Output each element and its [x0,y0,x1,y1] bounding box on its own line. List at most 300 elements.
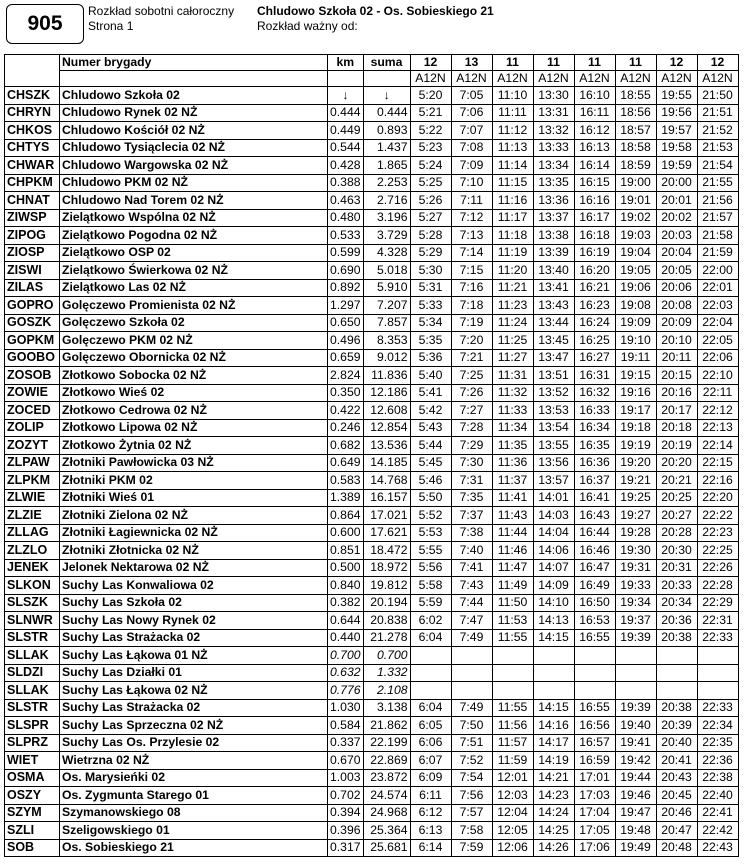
departure-time: 21:57 [697,209,738,227]
departure-time: 20:15 [656,367,697,385]
stop-code: SLKON [5,577,60,595]
sum-value: 5.910 [363,279,410,297]
km-value: 0.396 [328,822,364,840]
stop-code: CHNAT [5,192,60,210]
km-value: 1.030 [328,699,364,717]
sum-value: 12.608 [363,402,410,420]
departure-time: 14:09 [533,577,574,595]
departure-time: 19:03 [615,227,656,245]
km-value: 0.422 [328,402,364,420]
table-row [5,559,739,577]
km-value: 0.700 [328,647,364,665]
departure-time: 20:10 [656,332,697,350]
stop-name: Suchy Las Nowy Rynek 02 [60,612,328,630]
km-value: 0.246 [328,419,364,437]
departure-time: 22:43 [697,839,738,857]
departure-time: 7:59 [451,839,492,857]
header-brigade-number: 13 [451,55,492,71]
departure-time: 22:06 [697,349,738,367]
departure-time [697,682,738,700]
departure-time: 22:22 [697,507,738,525]
departure-time: 22:36 [697,752,738,770]
sum-value: 14.768 [363,472,410,490]
sum-value: 25.364 [363,822,410,840]
header-variant: A12N [615,71,656,87]
departure-time: 11:32 [492,384,533,402]
table-row [5,87,739,105]
departure-time: 11:15 [492,174,533,192]
table-row [5,139,739,157]
departure-time: 7:47 [451,612,492,630]
departure-time: 7:13 [451,227,492,245]
stop-code: ZLPAW [5,454,60,472]
departure-time: 11:16 [492,192,533,210]
departure-time: 11:55 [492,629,533,647]
departure-time: 19:46 [615,787,656,805]
km-value: 0.350 [328,384,364,402]
departure-time: 14:07 [533,559,574,577]
departure-time: 5:53 [410,524,451,542]
departure-time: 20:28 [656,524,697,542]
km-value: 0.599 [328,244,364,262]
departure-time: 16:47 [574,559,615,577]
departure-time: 13:55 [533,437,574,455]
stop-code: ZLPKM [5,472,60,490]
departure-time: 19:39 [615,699,656,717]
departure-time: 16:23 [574,297,615,315]
departure-time: 16:18 [574,227,615,245]
departure-time: 16:12 [574,122,615,140]
departure-time: 13:31 [533,104,574,122]
departure-time: 16:16 [574,192,615,210]
table-row [5,279,739,297]
table-row [5,612,739,630]
km-value: 1.297 [328,297,364,315]
route-number: 905 [6,4,84,44]
table-row [5,542,739,560]
departure-time: 16:44 [574,524,615,542]
valid-from: Rozkład ważny od: [257,19,358,33]
departure-time: 7:08 [451,139,492,157]
sum-value: 8.353 [363,332,410,350]
departure-time: 11:55 [492,699,533,717]
departure-time: 20:45 [656,787,697,805]
departure-time [615,647,656,665]
departure-time: 19:47 [615,804,656,822]
departure-time: 14:10 [533,594,574,612]
header-brigade-number: 12 [697,55,738,71]
departure-time: 20:36 [656,612,697,630]
stop-code: CHTYS [5,139,60,157]
departure-time [574,682,615,700]
departure-time: 22:28 [697,577,738,595]
departure-time: 22:12 [697,402,738,420]
stop-code: ZLLAG [5,524,60,542]
departure-time: 7:38 [451,524,492,542]
departure-time: 19:11 [615,349,656,367]
sum-value: 19.812 [363,577,410,595]
table-row [5,349,739,367]
departure-time: 11:31 [492,367,533,385]
departure-time: 13:52 [533,384,574,402]
km-value: 0.690 [328,262,364,280]
departure-time: 5:33 [410,297,451,315]
stop-name: Zielątkowo Pogodna 02 NŻ [60,227,328,245]
stop-code: SOB [5,839,60,857]
sum-value: 0.893 [363,122,410,140]
departure-time: 11:57 [492,734,533,752]
departure-time: 20:27 [656,507,697,525]
departure-time: 16:55 [574,699,615,717]
sum-value: 21.862 [363,717,410,735]
sum-value: 7.857 [363,314,410,332]
departure-time: 13:35 [533,174,574,192]
km-value: 0.632 [328,664,364,682]
departure-time: 13:36 [533,192,574,210]
table-row [5,157,739,175]
departure-time: 13:43 [533,297,574,315]
departure-time: 5:58 [410,577,451,595]
stop-name: Wietrzna 02 NŻ [60,752,328,770]
departure-time: 22:20 [697,489,738,507]
sum-value: 16.157 [363,489,410,507]
departure-time: 19:56 [656,104,697,122]
departure-time: 14:21 [533,769,574,787]
departure-time: 14:25 [533,822,574,840]
departure-time: 11:19 [492,244,533,262]
departure-time: 7:20 [451,332,492,350]
departure-time: 16:53 [574,612,615,630]
departure-time: 11:36 [492,454,533,472]
stop-name: Golęczewo Obornicka 02 NŻ [60,349,328,367]
departure-time: 16:41 [574,489,615,507]
departure-time: 20:03 [656,227,697,245]
km-value: 0.776 [328,682,364,700]
sum-value: 20.194 [363,594,410,612]
km-value: 0.682 [328,437,364,455]
departure-time: 19:04 [615,244,656,262]
header-variant: A12N [492,71,533,87]
departure-time: 19:00 [615,174,656,192]
sum-value: 9.012 [363,349,410,367]
departure-time: 11:10 [492,87,533,105]
departure-time: 13:38 [533,227,574,245]
sum-value: 24.574 [363,787,410,805]
table-row [5,192,739,210]
departure-time: 16:20 [574,262,615,280]
departure-time [492,664,533,682]
departure-time: 7:29 [451,437,492,455]
departure-time [410,682,451,700]
stop-code: ZOZYT [5,437,60,455]
table-row [5,367,739,385]
stop-code: SZYM [5,804,60,822]
stop-code: ZOCED [5,402,60,420]
departure-time: 22:33 [697,699,738,717]
departure-time: 16:50 [574,594,615,612]
departure-time: 7:06 [451,104,492,122]
table-row [5,839,739,857]
departure-time: 7:14 [451,244,492,262]
departure-time: 20:18 [656,419,697,437]
table-row [5,297,739,315]
table-row [5,402,739,420]
departure-time: 20:46 [656,804,697,822]
table-row [5,489,739,507]
stop-code: ZLZLO [5,542,60,560]
departure-time: 21:53 [697,139,738,157]
departure-time: 6:11 [410,787,451,805]
sum-value: 4.328 [363,244,410,262]
departure-time: 16:55 [574,629,615,647]
stop-name: Chludowo Kościół 02 NŻ [60,122,328,140]
stop-name: Chludowo Tysiąclecia 02 NŻ [60,139,328,157]
departure-time: 5:26 [410,192,451,210]
departure-time: 5:52 [410,507,451,525]
departure-time: 7:40 [451,542,492,560]
departure-time: 22:23 [697,524,738,542]
departure-time: 22:14 [697,437,738,455]
stop-code: SLSTR [5,699,60,717]
departure-time: 11:21 [492,279,533,297]
departure-time: 6:04 [410,629,451,647]
departure-time: 19:41 [615,734,656,752]
stop-code: SLLAK [5,682,60,700]
departure-time: 19:18 [615,419,656,437]
km-value: 0.840 [328,577,364,595]
departure-time: 7:21 [451,349,492,367]
departure-time: 19:49 [615,839,656,857]
departure-time: 13:39 [533,244,574,262]
sum-value: 5.018 [363,262,410,280]
stop-code: SLNWR [5,612,60,630]
departure-time: 16:35 [574,437,615,455]
km-start-arrow-icon: ↓ [328,87,364,105]
km-value: 0.480 [328,209,364,227]
table-row [5,647,739,665]
header-brigade: Numer brygady [60,55,328,71]
departure-time: 19:21 [615,472,656,490]
departure-time: 14:15 [533,699,574,717]
departure-time: 13:30 [533,87,574,105]
stop-code: OSMA [5,769,60,787]
departure-time: 5:31 [410,279,451,297]
sum-value: 2.716 [363,192,410,210]
departure-time: 20:20 [656,454,697,472]
departure-time: 5:46 [410,472,451,490]
departure-time: 16:36 [574,454,615,472]
departure-time: 19:34 [615,594,656,612]
departure-time: 22:41 [697,804,738,822]
km-value: 0.500 [328,559,364,577]
departure-time: 7:15 [451,262,492,280]
table-row [5,332,739,350]
departure-time: 21:58 [697,227,738,245]
table-row [5,524,739,542]
departure-time: 19:39 [615,629,656,647]
departure-time: 14:13 [533,612,574,630]
departure-time: 11:41 [492,489,533,507]
departure-time: 21:51 [697,104,738,122]
departure-time: 19:20 [615,454,656,472]
departure-time: 11:12 [492,122,533,140]
km-value: 0.583 [328,472,364,490]
departure-time: 7:49 [451,699,492,717]
departure-time: 16:33 [574,402,615,420]
sum-value: 11.836 [363,367,410,385]
departure-time: 16:32 [574,384,615,402]
km-value: 0.659 [328,349,364,367]
stop-code: ZLWIE [5,489,60,507]
stop-name: Zielątkowo Wspólna 02 NŻ [60,209,328,227]
sum-value: 1.437 [363,139,410,157]
departure-time: 22:05 [697,332,738,350]
sum-value: 22.869 [363,752,410,770]
stop-name: Suchy Las Os. Przylesie 02 [60,734,328,752]
departure-time: 14:16 [533,717,574,735]
stop-name: Złotkowo Wieś 02 [60,384,328,402]
header-empty-cell [363,71,410,87]
header-brigade-number: 11 [492,55,533,71]
km-value: 0.851 [328,542,364,560]
km-value: 0.644 [328,612,364,630]
table-row [5,664,739,682]
departure-time: 6:07 [410,752,451,770]
departure-time: 11:18 [492,227,533,245]
departure-time: 16:37 [574,472,615,490]
departure-time: 19:01 [615,192,656,210]
sum-value: 12.186 [363,384,410,402]
departure-time: 21:50 [697,87,738,105]
stop-code: CHPKM [5,174,60,192]
departure-time: 7:07 [451,122,492,140]
timetable [4,54,739,857]
departure-time [451,682,492,700]
departure-time: 11:50 [492,594,533,612]
sum-value: 21.278 [363,629,410,647]
departure-time: 18:59 [615,157,656,175]
departure-time: 16:13 [574,139,615,157]
sum-value: 2.253 [363,174,410,192]
departure-time: 6:06 [410,734,451,752]
departure-time: 19:19 [615,437,656,455]
departure-time: 5:42 [410,402,451,420]
departure-time: 20:48 [656,839,697,857]
sum-value: 2.108 [363,682,410,700]
sum-value: 17.621 [363,524,410,542]
departure-time: 16:43 [574,507,615,525]
sum-start-arrow-icon: ↓ [363,87,410,105]
stop-name: Złotkowo Lipowa 02 NŻ [60,419,328,437]
departure-time: 20:02 [656,209,697,227]
km-value: 0.428 [328,157,364,175]
stop-name: Chludowo Rynek 02 NŻ [60,104,328,122]
stop-name: Golęczewo Promienista 02 NŻ [60,297,328,315]
departure-time [533,682,574,700]
km-value: 0.864 [328,507,364,525]
sum-value: 1.332 [363,664,410,682]
departure-time [697,664,738,682]
stop-code: GOPKM [5,332,60,350]
departure-time: 7:27 [451,402,492,420]
departure-time: 7:12 [451,209,492,227]
departure-time: 19:59 [656,157,697,175]
departure-time: 22:42 [697,822,738,840]
header-brigade-number: 12 [410,55,451,71]
departure-time: 5:34 [410,314,451,332]
km-value: 0.702 [328,787,364,805]
departure-time: 22:35 [697,734,738,752]
departure-time [451,664,492,682]
departure-time: 5:56 [410,559,451,577]
departure-time: 11:11 [492,104,533,122]
table-row [5,437,739,455]
km-value: 0.317 [328,839,364,857]
stop-name: Złotkowo Żytnia 02 NŻ [60,437,328,455]
departure-time: 12:06 [492,839,533,857]
departure-time [615,664,656,682]
departure-time: 20:17 [656,402,697,420]
departure-time: 7:11 [451,192,492,210]
stop-code: CHSZK [5,87,60,105]
sum-value: 13.536 [363,437,410,455]
departure-time: 11:56 [492,717,533,735]
departure-time: 7:10 [451,174,492,192]
stop-name: Złotkowo Cedrowa 02 NŻ [60,402,328,420]
stop-code: ZISWI [5,262,60,280]
stop-name: Chludowo Wargowska 02 NŻ [60,157,328,175]
departure-time: 17:06 [574,839,615,857]
stop-code: ZIWSP [5,209,60,227]
departure-time: 13:44 [533,314,574,332]
departure-time: 20:05 [656,262,697,280]
departure-time: 5:23 [410,139,451,157]
departure-time: 22:16 [697,472,738,490]
stop-name: Złotkowo Sobocka 02 NŻ [60,367,328,385]
departure-time: 7:49 [451,629,492,647]
departure-time: 16:15 [574,174,615,192]
stop-code: OSZY [5,787,60,805]
departure-time [451,647,492,665]
table-row [5,682,739,700]
departure-time: 7:19 [451,314,492,332]
stop-code: ZOLIP [5,419,60,437]
departure-time: 13:41 [533,279,574,297]
km-value: 0.382 [328,594,364,612]
departure-time: 20:43 [656,769,697,787]
stop-name: Suchy Las Szkoła 02 [60,594,328,612]
departure-time: 17:01 [574,769,615,787]
departure-time: 20:40 [656,734,697,752]
departure-time: 6:14 [410,839,451,857]
departure-time: 5:20 [410,87,451,105]
departure-time: 13:53 [533,402,574,420]
departure-time [574,647,615,665]
departure-time: 19:28 [615,524,656,542]
stop-code: SLSTR [5,629,60,647]
departure-time: 6:09 [410,769,451,787]
stop-name: Zielątkowo Las 02 NŻ [60,279,328,297]
header-row [5,55,739,71]
departure-time: 11:24 [492,314,533,332]
sum-value: 14.185 [363,454,410,472]
stop-name: Zielątkowo OSP 02 [60,244,328,262]
departure-time: 19:40 [615,717,656,735]
table-row [5,454,739,472]
table-row [5,174,739,192]
stop-code: SLSPR [5,717,60,735]
departure-time: 11:17 [492,209,533,227]
